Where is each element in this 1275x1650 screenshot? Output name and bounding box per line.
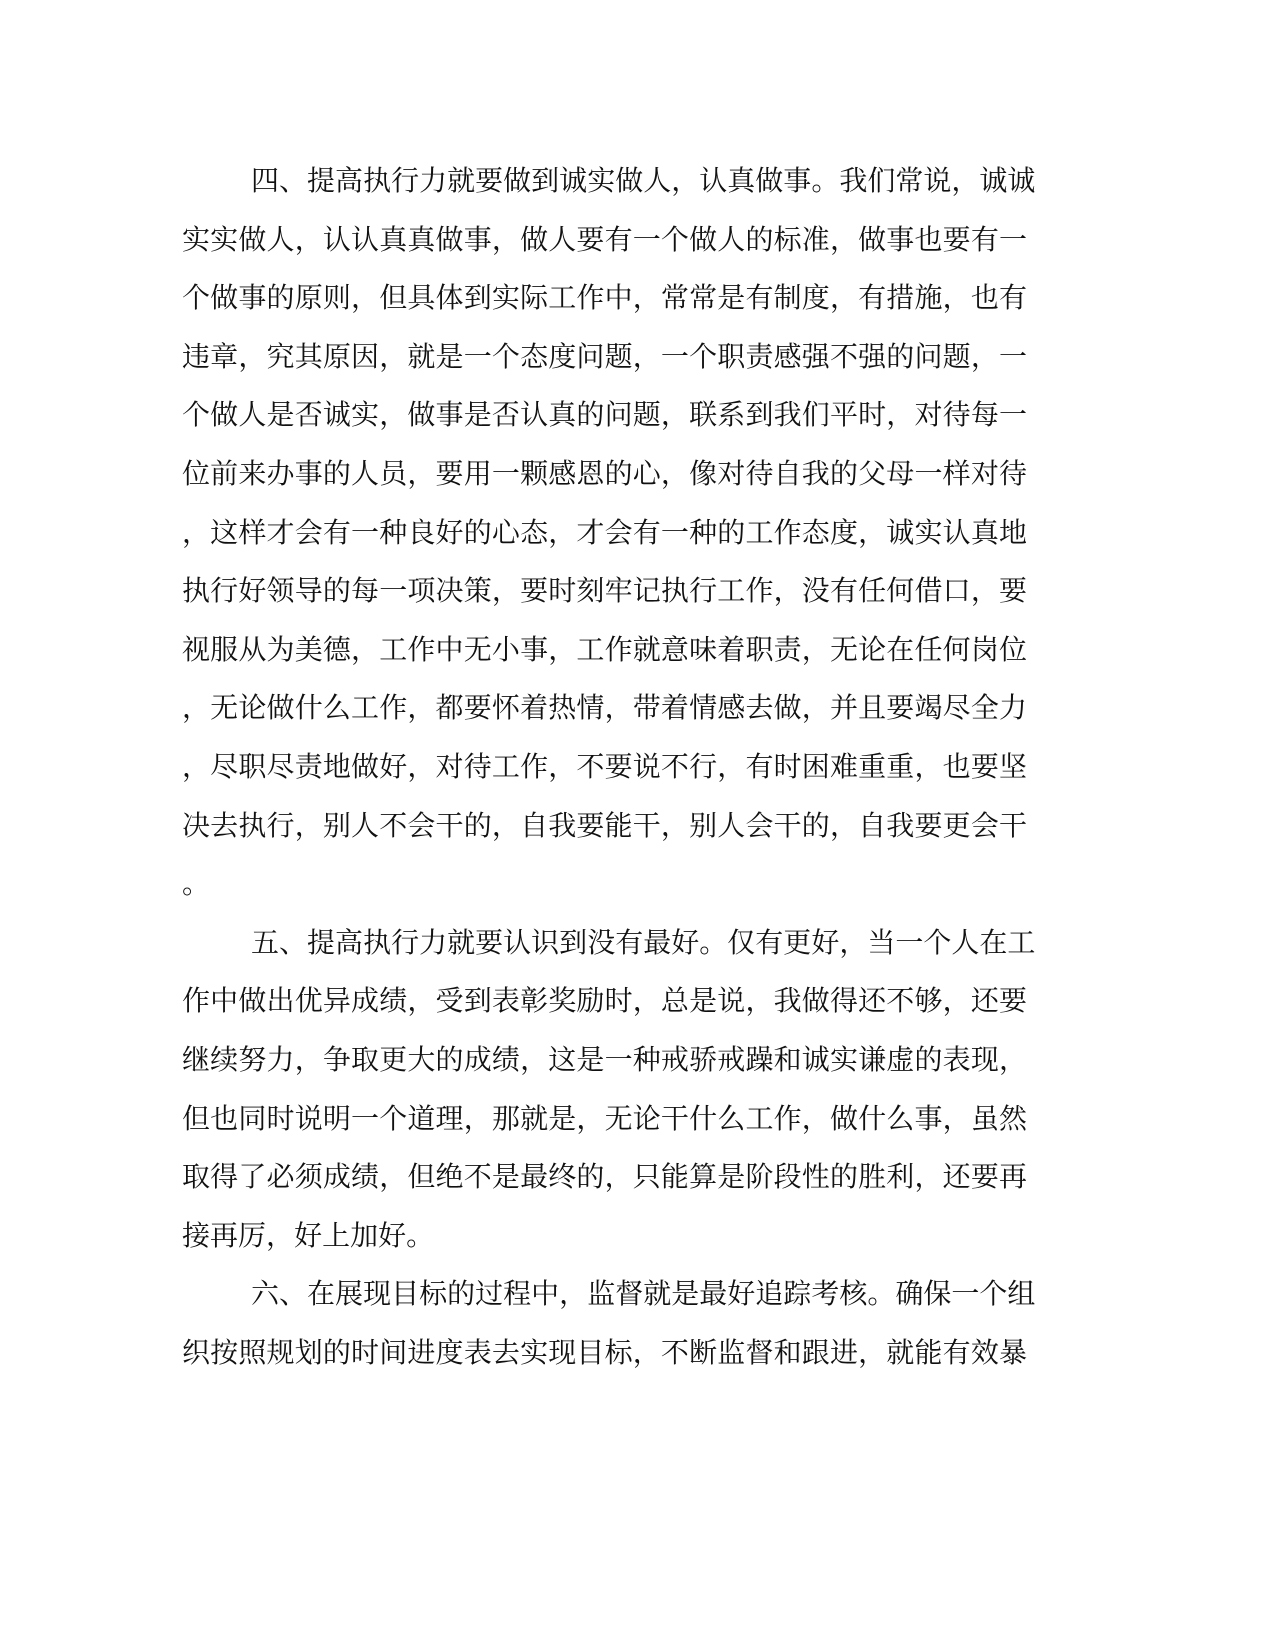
- paragraph-4-line-10: ， 无 论 做 什 么 工 作 ， 都 要 怀 着 热 情 ， 带 着 情 感 去 做 ， 并 且 要 竭 尽 全 力: [182, 691, 1027, 725]
- paragraph-4-line-6: 位 前 来 办 事 的 人 员 ， 要 用 一 颗 感 恩 的 心 ， 像 对 待 自 我 的 父 母 一 样 对 待: [182, 457, 1027, 490]
- paragraph-4-line-1: 四 、 提 高 执 行 力 就 要 做 到 诚 实 做 人 ， 认 真 做 事 。 我 们 常 说 ， 诚 诚: [251, 164, 1036, 197]
- paragraph-4-line-4: 违 章 ， 究 其 原 因 ， 就 是 一 个 态 度 问 题 ， 一 个 职 责 感 强 不 强 的 问 题 ， 一: [182, 339, 1027, 373]
- paragraph-4-line-12: 决 去 执 行 ， 别 人 不 会 干 的 ， 自 我 要 能 干 ， 别 人 会 干 的 ， 自 我 要 更 会 干: [182, 808, 1027, 842]
- paragraph-6-line-2: 织 按 照 规 划 的 时 间 进 度 表 去 实 现 目 标 ， 不 断 监 督 和 跟 进 ， 就 能 有 效 暴: [182, 1336, 1027, 1369]
- paragraph-5-line-5: 取 得 了 必 须 成 绩 ， 但 绝 不 是 最 终 的 ， 只 能 算 是 阶 段 性 的 胜 利 ， 还 要 再: [182, 1160, 1027, 1194]
- paragraph-4-line-7: ， 这 样 才 会 有 一 种 良 好 的 心 态 ， 才 会 有 一 种 的 工 作 态 度 ， 诚 实 认 真 地: [182, 515, 1027, 549]
- paragraph-5-line-1: 五 、 提 高 执 行 力 就 要 认 识 到 没 有 最 好 。 仅 有 更 好 ， 当 一 个 人 在 工: [251, 925, 1036, 959]
- paragraph-4-line-5: 个 做 人 是 否 诚 实 ， 做 事 是 否 认 真 的 问 题 ， 联 系 到 我 们 平 时 ， 对 待 每 一: [182, 398, 1027, 432]
- paragraph-4-line-2: 实 实 做 人 ， 认 认 真 真 做 事 ， 做 人 要 有 一 个 做 人 的 标 准 ， 做 事 也 要 有 一: [182, 222, 1027, 256]
- paragraph-5-line-6: 接 再 厉 ， 好 上 加 好 。: [182, 1218, 435, 1252]
- paragraph-4-line-11: ， 尽 职 尽 责 地 做 好 ， 对 待 工 作 ， 不 要 说 不 行 ， 有 时 困 难 重 重 ， 也 要 坚: [182, 750, 1027, 783]
- paragraph-4-line-3: 个 做 事 的 原 则 ， 但 具 体 到 实 际 工 作 中 ， 常 常 是 有 制 度 ， 有 措 施 ， 也 有: [182, 281, 1027, 315]
- paragraph-4-line-13: 。: [182, 867, 211, 901]
- paragraph-6-line-1: 六 、 在 展 现 目 标 的 过 程 中 ， 监 督 就 是 最 好 追 踪 考 核 。 确 保 一 个 组: [251, 1277, 1036, 1311]
- paragraph-4-line-9: 视 服 从 为 美 德 ， 工 作 中 无 小 事 ， 工 作 就 意 味 着 职 责 ， 无 论 在 任 何 岗 位: [182, 632, 1027, 666]
- paragraph-5-line-4: 但 也 同 时 说 明 一 个 道 理 ， 那 就 是 ， 无 论 干 什 么 工 作 ， 做 什 么 事 ， 虽 然: [182, 1101, 1027, 1135]
- paragraph-5-line-2: 作 中 做 出 优 异 成 绩 ， 受 到 表 彰 奖 励 时 ， 总 是 说 ， 我 做 得 还 不 够 ， 还 要: [182, 984, 1027, 1018]
- paragraph-5-line-3: 继 续 努 力 ， 争 取 更 大 的 成 绩 ， 这 是 一 种 戒 骄 戒 躁 和 诚 实 谦 虚 的 表 现 ，: [182, 1043, 1027, 1076]
- paragraph-4-line-8: 执 行 好 领 导 的 每 一 项 决 策 ， 要 时 刻 牢 记 执 行 工 作 ， 没 有 任 何 借 口 ， 要: [182, 574, 1027, 608]
